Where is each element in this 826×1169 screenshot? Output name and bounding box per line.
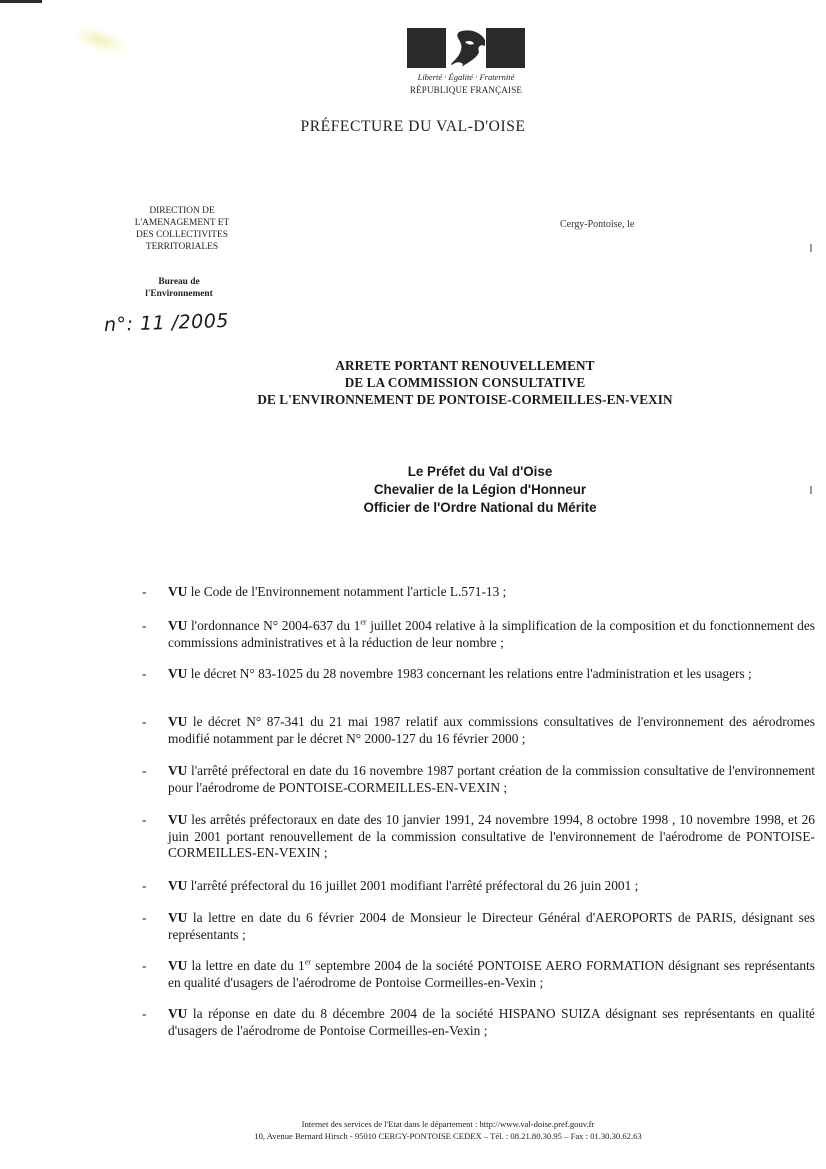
consideration-body: le Code de l'Environnement notamment l'article L.571-13 ; [187,584,507,599]
consideration-text [168,878,815,895]
arrete-title-line: DE L'ENVIRONNEMENT DE PONTOISE-CORMEILLES-EN-VEXIN [257,392,673,407]
consideration-text [168,812,815,862]
vu-keyword: VU [168,910,188,925]
consideration-text [168,584,815,601]
direction-line: TERRITORIALES [145,242,219,252]
scan-edge-mark [0,0,42,3]
bureau-header [124,276,234,300]
page-footer [0,1118,826,1142]
consideration-body: l'ordonnance N° 2004-637 du 1 [187,618,361,633]
republic-name: RÉPUBLIQUE FRANÇAISE [409,85,523,95]
footer-address: 10, Avenue Bernard Hirsch - 95010 CERGY-PONTOISE CEDEX – Tél. : 08.21.80.30.95 – Fax : 01.30.30.62.63 [254,1131,642,1141]
direction-header [112,205,252,253]
list-dash: - [142,910,147,925]
vu-keyword: VU [168,584,188,599]
list-dash: - [142,1006,147,1021]
direction-line: DIRECTION DE [149,206,215,216]
direction-line: L'AMENAGEMENT ET [134,218,230,228]
vu-keyword: VU [168,958,188,973]
scan-tick [810,486,812,494]
list-dash: - [142,763,147,778]
consideration-body: l'arrêté préfectoral du 16 juillet 2001 modifiant l'arrêté préfectoral du 26 juin 2001 ; [187,878,639,893]
prefecture-title: PRÉFECTURE DU VAL-D'OISE [300,118,526,135]
footer-website: Internet des services de l'Etat dans le département : http://www.val-doise.pref.gouv.fr [301,1119,595,1129]
direction-line: DES COLLECTIVITES [136,230,228,240]
consideration-body: la lettre en date du 1 [187,958,305,973]
consideration-text [168,1006,815,1039]
prefet-line: Chevalier de la Légion d'Honneur [373,482,587,497]
list-dash: - [142,584,147,599]
vu-keyword: VU [168,1006,188,1021]
ordinal-suffix: er [360,617,367,627]
consideration-body: le décret N° 83-1025 du 28 novembre 1983 concernant les relations entre l'administration et les usagers ; [187,666,752,681]
consideration-text [168,666,815,683]
vu-keyword: VU [168,878,188,893]
consideration-body-cont: juillet 2004 relative à la simplification de la composition et du fonctionnement des commissions administratives et à la réduction de leur nombre ; [168,618,815,650]
vu-keyword: VU [168,812,188,827]
consideration-text [168,714,815,747]
ordinal-suffix: er [304,957,311,967]
bureau-line: Bureau de [158,277,200,287]
list-dash: - [142,958,147,973]
vu-keyword: VU [168,763,188,778]
prefet-line: Le Préfet du Val d'Oise [407,464,553,479]
list-dash: - [142,714,147,729]
scan-tick [810,244,812,252]
consideration-text [168,910,815,943]
arrete-title [0,357,826,408]
place-date: Cergy-Pontoise, le [560,219,635,230]
prefet-line: Officier de l'Ordre National du Mérite [363,500,597,515]
consideration-text [168,763,815,796]
consideration-body-cont: septembre 2004 de la société PONTOISE AERO FORMATION désignant ses représentants en qualité d'usagers de l'aérodrome de Pontoise Cormeilles-en-Vexin ; [168,958,815,990]
prefet-titles [200,463,760,517]
consideration-body: la lettre en date du 6 février 2004 de Monsieur le Directeur Général d'AEROPORTS de PARIS, désignant ses représentants ; [168,910,815,942]
list-dash: - [142,666,147,681]
arrete-title-line: DE LA COMMISSION CONSULTATIVE [344,375,586,390]
marianne-emblem [407,28,525,68]
arrete-title-line: ARRETE PORTANT RENOUVELLEMENT [335,358,595,373]
consideration-text [168,958,815,991]
list-dash: - [142,812,147,827]
marianne-logo [404,28,528,95]
list-dash: - [142,618,147,633]
consideration-body: les arrêtés préfectoraux en date des 10 janvier 1991, 24 novembre 1994, 8 octobre 1998 , 10 novembre 1998, et 26 juin 2001 portant renouvellement de la commission consultative de l'environnement de l'aérodrome de PONTOISE-CORMEILLES-EN-VEXIN ; [168,812,815,860]
list-dash: - [142,878,147,893]
vu-keyword: VU [168,618,188,633]
republic-motto: Liberté · Égalité · Fraternité [417,72,515,82]
scan-smudge [74,23,126,57]
consideration-body: la réponse en date du 8 décembre 2004 de la société HISPANO SUIZA désignant ses représentants en qualité d'usagers de l'aérodrome de Pontoise Cormeilles-en-Vexin ; [168,1006,815,1038]
consideration-body: le décret N° 87-341 du 21 mai 1987 relatif aux commissions consultatives de l'environnement des aérodromes modifié notamment par le décret N° 2000-127 du 16 février 2000 ; [168,714,815,746]
vu-keyword: VU [168,714,188,729]
bureau-line: l'Environnement [145,289,213,299]
handwritten-reference-number: n°: 11 /2005 [103,309,230,337]
consideration-text [168,618,815,651]
consideration-body: l'arrêté préfectoral en date du 16 novembre 1987 portant création de la commission consultative de l'environnement pour l'aérodrome de PONTOISE-CORMEILLES-EN-VEXIN ; [168,763,815,795]
vu-keyword: VU [168,666,188,681]
